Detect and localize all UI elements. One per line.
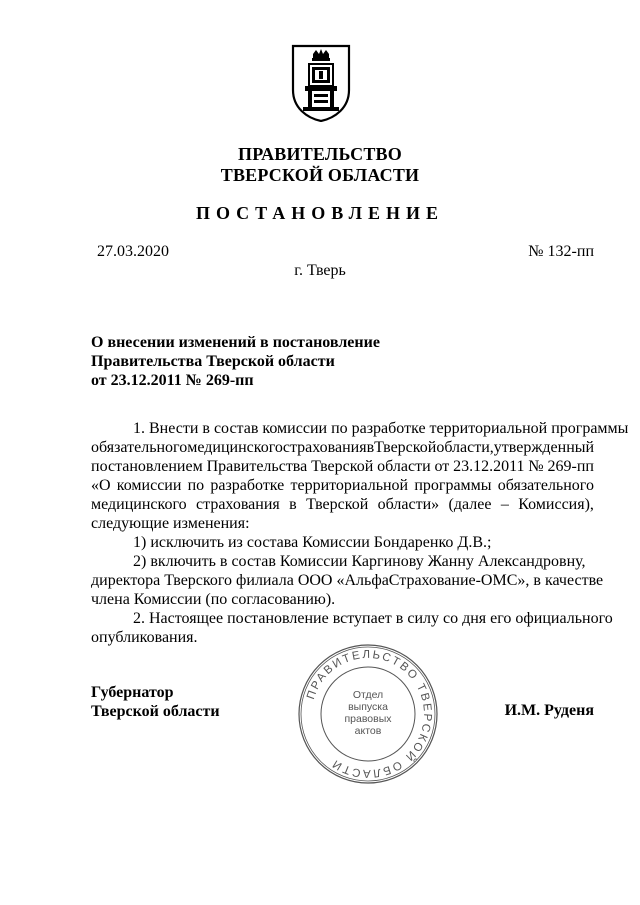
body-line: директора Тверского филиала ООО «АльфаСтрахование-ОМС», в качестве: [91, 572, 604, 589]
government-title-line2: ТВЕРСКОЙ ОБЛАСТИ: [220, 165, 420, 185]
body-word: (далее: [448, 496, 492, 513]
stamp-center-line: выпуска: [348, 701, 388, 713]
document-number: № 132-пп: [528, 243, 594, 260]
body-word: по: [187, 477, 205, 494]
signer-title-line: Губернатор: [91, 684, 174, 701]
subject-line: О внесении изменений в постановление: [91, 334, 380, 351]
coat-of-arms-emblem: [291, 44, 351, 122]
body-word: 269-пп: [547, 458, 594, 475]
body-word: постановлением: [91, 458, 203, 475]
body-word: –: [500, 496, 509, 513]
body-line: [91, 495, 594, 514]
body-line: [91, 476, 594, 495]
stamp-center-line: правовых: [344, 713, 392, 725]
signer-name: И.М. Руденя: [504, 702, 594, 719]
list-item-1: 1) исключить из состава Комиссии Бондаренко Д.В.;: [133, 534, 492, 551]
paragraph-2: [91, 609, 613, 647]
signer-title-line: Тверской области: [91, 703, 220, 720]
body-word: страхования: [282, 439, 367, 456]
body-word: обязательного: [497, 477, 594, 494]
body-word: Тверской: [311, 458, 374, 475]
body-word: территориальной: [290, 477, 409, 494]
body-word: Комиссия),: [518, 496, 594, 513]
body-line: следующие изменения:: [91, 515, 250, 532]
body-word: утвержденный: [493, 439, 595, 456]
document-date: 27.03.2020: [97, 243, 169, 260]
body-line: 1. Внести в состав комиссии по разработке территориальной программы: [133, 420, 629, 437]
subject-line: от 23.12.2011 № 269-пп: [91, 372, 254, 389]
body-word: в: [289, 496, 297, 513]
body-word: в: [366, 439, 375, 456]
body-word: Тверской: [374, 439, 437, 456]
body-line: 2. Настоящее постановление вступает в силу со дня его официального: [133, 610, 613, 627]
body-line: опубликования.: [91, 629, 198, 646]
body-word: программы: [414, 477, 492, 494]
body-word: области»: [377, 496, 440, 513]
body-word: медицинского: [91, 496, 187, 513]
body-word: разработке: [210, 477, 285, 494]
body-word: страхования: [196, 496, 280, 513]
document-subject: [91, 333, 411, 390]
subject-line: Правительства Тверской области: [91, 353, 335, 370]
body-word: обязательного: [91, 439, 188, 456]
body-word: «О: [91, 477, 111, 494]
body-word: комиссии: [116, 477, 182, 494]
document-type-heading: ПОСТАНОВЛЕНИЕ: [195, 203, 445, 223]
body-word: Тверской: [306, 496, 369, 513]
document-city: г. Тверь: [294, 262, 346, 279]
body-line: члена Комиссии (по согласованию).: [91, 591, 336, 608]
government-title-line1: ПРАВИТЕЛЬСТВО: [238, 144, 402, 164]
body-word: от: [434, 458, 450, 475]
stamp-center-line: актов: [354, 725, 382, 737]
body-line: [91, 457, 594, 476]
body-word: 23.12.2011: [453, 458, 525, 475]
body-word: области,: [436, 439, 494, 456]
body-word: области: [377, 458, 431, 475]
list-item-2: [91, 552, 604, 609]
body-word: №: [528, 458, 544, 475]
document-body: [91, 419, 629, 647]
paragraph-1: [91, 419, 629, 533]
stamp-center-line: Отдел: [352, 689, 384, 701]
stamp-ring-text: ПРАВИТЕЛЬСТВО ТВЕРСКОЙ ОБЛАСТИ: [305, 648, 434, 780]
official-stamp: [297, 643, 439, 785]
body-line: 2) включить в состав Комиссии Каргинову Жанну Александровну,: [133, 553, 586, 570]
body-word: Правительства: [206, 458, 308, 475]
signer-title: [91, 683, 220, 721]
body-line: [91, 438, 594, 457]
body-word: медицинского: [187, 439, 283, 456]
